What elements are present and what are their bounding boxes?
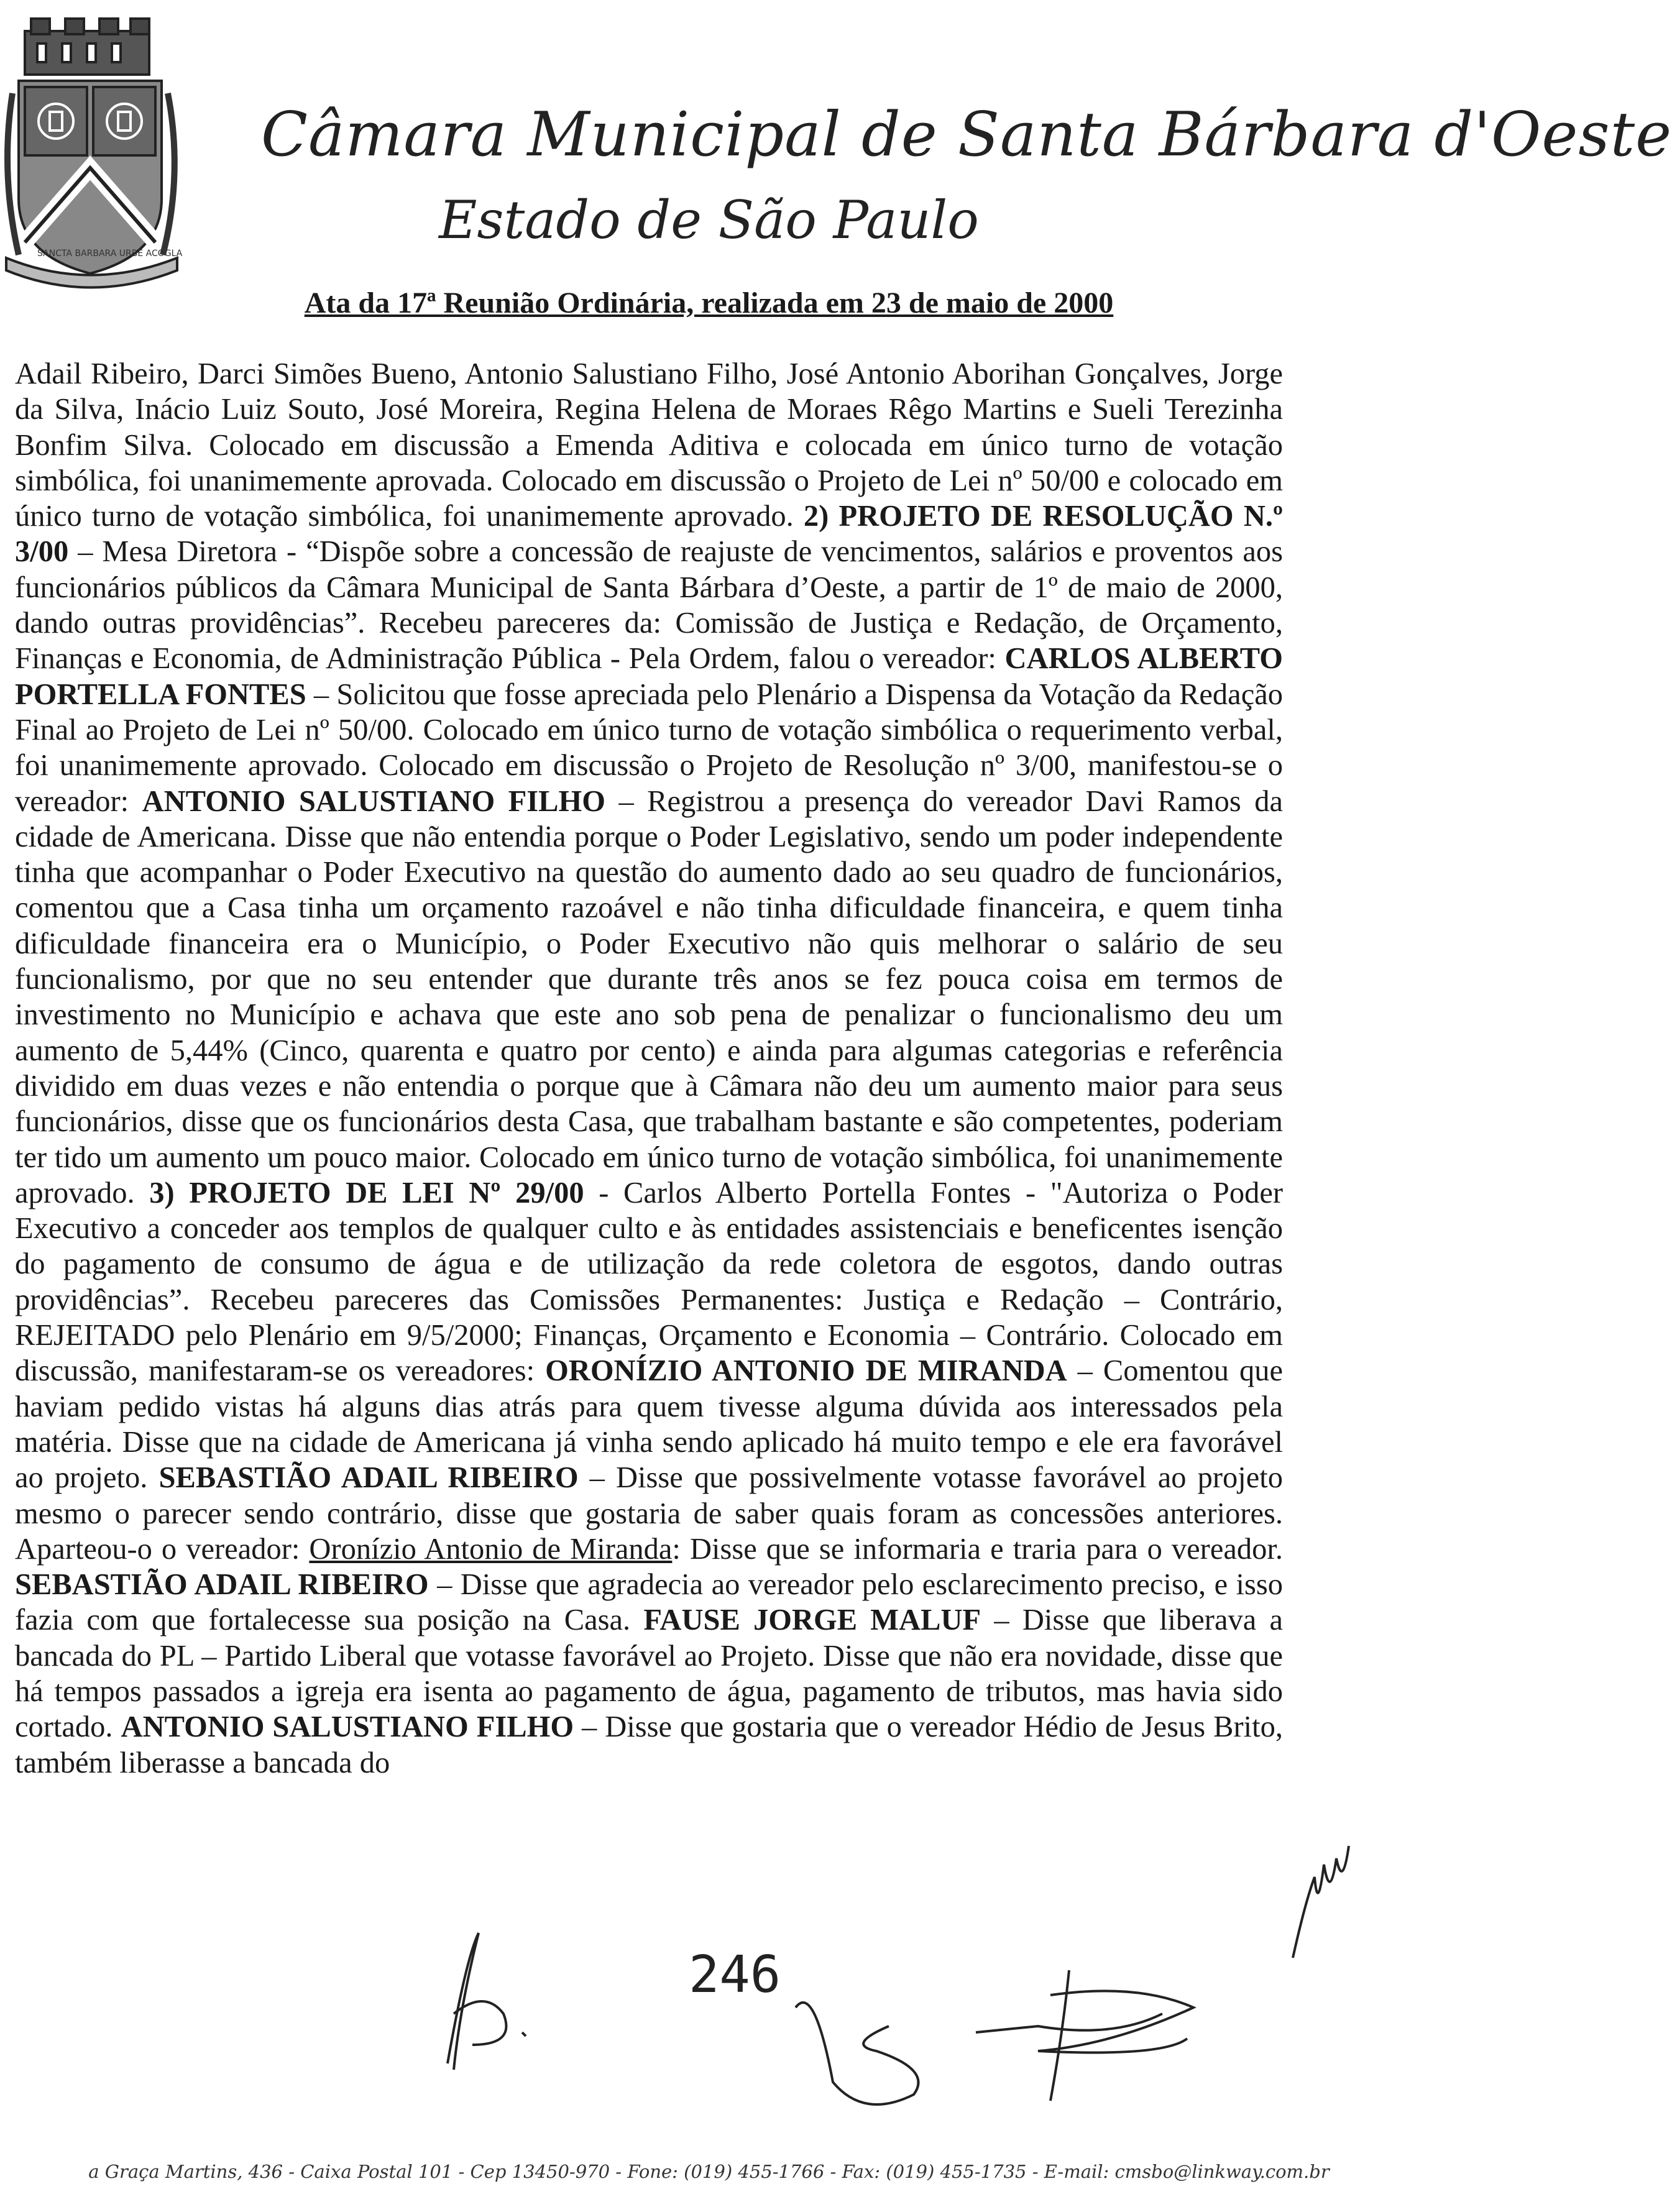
minutes-body xyxy=(15,356,1283,1781)
page-number: 246 xyxy=(689,1945,781,2004)
footer-contact: a Graça Martins, 436 - Caixa Postal 101 - Cep 13450-970 - Fone: (019) 455-1766 - Fax: (019) 455-1735 - E-mail: cmsbo@linkway.com.br xyxy=(88,2161,1330,2182)
speaker-name: ANTONIO SALUSTIANO FILHO xyxy=(142,784,605,818)
handwritten-signature-icon xyxy=(789,1945,1212,2132)
aparte-name: Oronízio Antonio de Miranda xyxy=(309,1532,673,1566)
project-heading: 2) PROJETO DE RESOLUÇÃO N.º 3/00 xyxy=(15,500,1283,569)
text-segment: – Registrou a presença do vereador Davi Ramos da cidade de Americana. Disse que não entendia porque o Poder Legislativo, sendo um poder independente tinha que acompanhar o Poder Executivo na questão do aumento dado ao seu quadro de funcionários, comentou que a Casa tinha um orçamento razoável e não tinha dificuldade financeira, e quem tinha dificuldade financeira era o Município, o Poder Executivo não quis melhorar o salário de seu funcionalismo, por que no seu entender que durante três anos se fez pouca coisa em termos de investimento no Município e achava que este ano sob pena de penalizar o funcionalismo deu um aumento de 5,44% (Cinco, quarenta e quatro por cento) e ainda para algumas categorias e referência dividido em duas vezes e não entendia o porque que à Câmara não deu um aumento maior para seus funcionários, disse que os funcionários desta Casa, que trabalham bastante e são competentes, poderiam ter tido um aumento um pouco maior. Colocado em único turno de votação simbólica, foi unanimemente aprovado. xyxy=(15,784,1283,1209)
text-segment: – Disse que gostaria que o vereador Hédio de Jesus Brito, também liberasse a bancada do xyxy=(15,1710,1283,1779)
handwritten-signature-icon xyxy=(435,1921,566,2076)
text-segment: – Disse que agradecia ao vereador pelo esclarecimento preciso, e isso fazia com que fortalecesse sua posição na Casa. xyxy=(15,1568,1284,1637)
text-segment: – Disse que liberava a bancada do PL – Partido Liberal que votasse favorável ao Projeto. Disse que não era novidade, disse que há tempos passados a igreja era isenta ao pagamento de água, pagamento de tributos, mas havia sido cortado. xyxy=(15,1604,1283,1744)
text-segment: - Carlos Alberto Portella Fontes - "Autoriza o Poder Executivo a conceder aos templos de qualquer culto e às entidades assistenciais e beneficentes isenção do pagamento de consumo de água e de utilização da rede coletora de esgotos, dando outras providências”. Recebeu pareceres das Comissões Permanentes: Justiça e Redação – Contrário, REJEITADO pelo Plenário em 9/5/2000; Finanças, Orçamento e Economia – Contrário. Colocado em discussão, manifestaram-se os vereadores: xyxy=(15,1176,1283,1388)
text-segment: Adail Ribeiro, Darci Simões Bueno, Antonio Salustiano Filho, José Antonio Aborihan Gonçalves, Jorge da Silva, Inácio Luiz Souto, José Moreira, Regina Helena de Moraes Rêgo Martins e Sueli Terezinha Bonfim Silva. Colocado em discussão a Emenda Aditiva e colocada em único turno de votação simbólica, foi unanimemente aprovada. Colocado em discussão o Projeto de Lei nº 50/00 e colocado em único turno de votação simbólica, foi unanimemente aprovado. xyxy=(15,357,1283,533)
text-segment: – Disse que possivelmente votasse favorável ao projeto mesmo o parecer sendo contrário, disse que gostaria de saber quais foram as concessões anteriores. Aparteou-o o vereador: xyxy=(15,1461,1284,1566)
speaker-name: ANTONIO SALUSTIANO FILHO xyxy=(121,1710,574,1744)
document-title: Ata da 17ª Reunião Ordinária, realizada em 23 de maio de 2000 xyxy=(304,287,1114,319)
speaker-name: ORONÍZIO ANTONIO DE MIRANDA xyxy=(545,1354,1067,1388)
text-segment: : Disse que se informaria e traria para o vereador. xyxy=(672,1532,1283,1566)
text-segment: – Comentou que haviam pedido vistas há alguns dias atrás para quem tivesse alguma dúvida aos interessados pela matéria. Disse que na cidade de Americana já vinha sendo aplicado há muito tempo e ele era favorável ao projeto. xyxy=(15,1354,1283,1495)
state-title: Estado de São Paulo xyxy=(439,190,979,250)
text-segment: – Solicitou que fosse apreciada pelo Plenário a Dispensa da Votação da Redação Final ao Projeto de Lei nº 50/00. Colocado em único turno de votação simbólica o requerimento verbal, foi unanimemente aprovado. Colocado em discussão o Projeto de Resolução nº 3/00, manifestou-se o vereador: xyxy=(15,677,1283,818)
speaker-name: SEBASTIÃO ADAIL RIBEIRO xyxy=(158,1461,579,1495)
institution-title: Câmara Municipal de Santa Bárbara d'Oeste xyxy=(261,99,1672,170)
speaker-name: SEBASTIÃO ADAIL RIBEIRO xyxy=(15,1568,429,1602)
rubric-icon xyxy=(1280,1840,1355,1964)
project-heading: 3) PROJETO DE LEI Nº 29/00 xyxy=(149,1176,584,1209)
crest-motto: SANCTA BARBARA URBE ACOGLA xyxy=(37,249,183,259)
text-segment: – Mesa Diretora - “Dispõe sobre a concessão de reajuste de vencimentos, salários e proventos aos funcionários públicos da Câmara Municipal de Santa Bárbara d’Oeste, a partir de 1º de maio de 2000, dando outras providências”. Recebeu pareceres da: Comissão de Justiça e Redação, de Orçamento, Finanças e Economia, de Administração Pública - Pela Ordem, falou o vereador: xyxy=(15,535,1283,676)
speaker-name: FAUSE JORGE MALUF xyxy=(643,1604,981,1637)
speaker-name: CARLOS ALBERTO PORTELLA FONTES xyxy=(15,642,1283,711)
